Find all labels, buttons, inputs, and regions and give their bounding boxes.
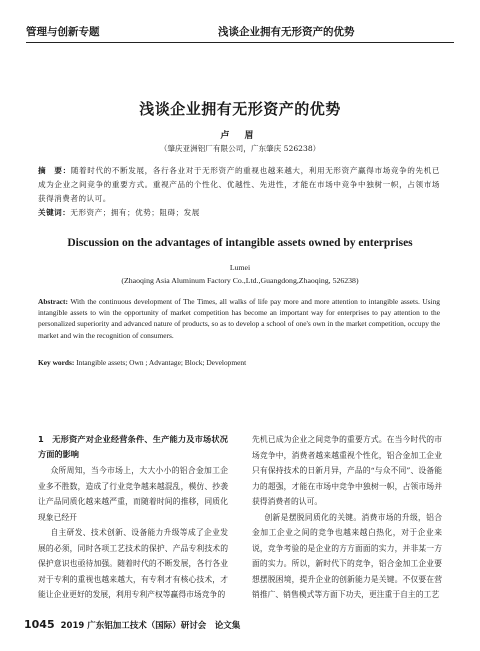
body-paragraph: 先机已成为企业之间竞争的重要方式。在当今时代的市场竞争中，消费者越来越重视个性化，铝合金加工企业只有保持技术的日新月异，产品的“与众不同”、设备能力的超强，才能在市场中竞争中独树一帜，占领市场并获得消费者的认可。 [252, 435, 442, 506]
chinese-keywords-label: 关键词： [38, 208, 71, 217]
body-column-left [38, 432, 228, 603]
chinese-keywords-text: 无形资产；拥有；优势；阻碍；发展 [70, 208, 200, 217]
chinese-abstract-text: 随着时代的不断发展，各行各业对于无形资产的重视也越来越大，利用无形资产赢得市场竞争的先机已成为企业之间竞争的重要方式。重视产品的个性化、优越性、先进性，才能在市场中竞争中独树一帜，占领市场获得消费者的认可。 [38, 166, 440, 203]
chinese-title: 浅谈企业拥有无形资产的优势 [139, 100, 341, 118]
chinese-affiliation: （肇庆亚洲铝厂有限公司，广东肇庆 526238） [159, 144, 321, 153]
chinese-abstract-label: 摘 要： [38, 166, 71, 175]
header-article-title: 浅谈企业拥有无形资产的优势 [218, 26, 355, 38]
chinese-abstract [38, 164, 440, 206]
page-number: 1045 [24, 618, 55, 631]
english-keywords-text: Intangible assets; Own ; Advantage; Block; Development [74, 358, 247, 367]
body-paragraph: 自主研发、技术创新、设备能力升级等成了企业发展的必须，同时各项工艺技术的保护、产品专利技术的保护意识也亟待加强。随着时代的不断发展，各行各业对于专利的重视也越来越大，有专利才有核心技术，才能让企业更好的发展，利用专利产权等赢得市场竞争的 [38, 528, 228, 599]
english-abstract-label: Abstract: [38, 297, 68, 306]
english-author: Lumei [229, 263, 251, 272]
body-column-right [252, 432, 442, 603]
english-title: Discussion on the advantages of intangible assets owned by enterprises [67, 237, 413, 249]
header-section-name: 管理与创新专题 [26, 26, 100, 38]
english-abstract-text: With the continuous development of The Times, all walks of life pay more and more attention to intangible assets. Using intangible assets to win the opportunity of market competition has become an important way for enterprises to pay attention to the personalized superiority and advanced nature of products, so as to develop a school of one's own in the market competition, occupy the market and win the recognition of consumers. [38, 297, 440, 340]
english-affiliation: (Zhaoqing Asia Aluminum Factory Co.,Ltd.,Guangdong,Zhaoqing, 526238) [121, 276, 359, 285]
english-keywords [38, 358, 440, 367]
section-heading: 1 无形资产对企业经营条件、生产能力及市场状况方面的影响 [38, 434, 228, 459]
body-paragraph: 创新是摆脱同质化的关键。消费市场的升级，铝合金加工企业之间的竞争也越来越白热化，对于企业来说，竞争考验的是企业的方方面面的实力，并非某一方面的实力。所以，新时代下的竞争，铝合金加工企业要想摆脱困境，提升企业的创新能力是关键。不仅要在营销推广、销售模式等方面下功夫，更注重于自主的工艺 [252, 512, 442, 599]
page-footer [24, 618, 240, 631]
english-keywords-label: Key words: [38, 358, 75, 367]
running-header [26, 22, 454, 43]
proceedings-name: 2019 广东铝加工技术（国际）研讨会 论文集 [60, 621, 241, 631]
chinese-author: 卢 眉 [220, 131, 260, 141]
body-paragraph: 众所周知，当今市场上，大大小小的铝合金加工企业多不胜数，造成了行业竞争越来越混乱，模仿、抄袭让产品同质化越来越严重，而随着时间的推移，同质化现象已经开 [38, 466, 228, 522]
english-abstract [38, 296, 440, 341]
chinese-keywords [38, 207, 440, 218]
